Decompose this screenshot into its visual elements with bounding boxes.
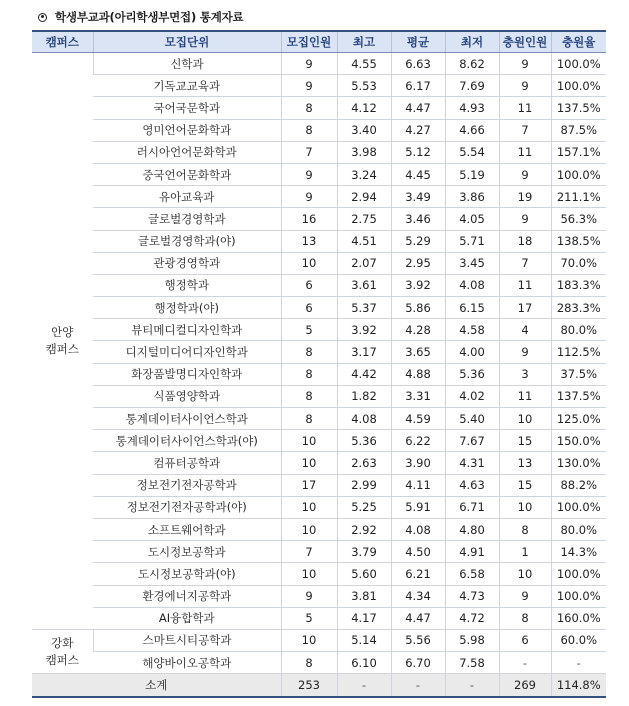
fill-rate-cell: 100.0% — [551, 163, 606, 185]
table-title-row — [38, 8, 243, 26]
fill-rate-cell: 130.0% — [551, 452, 606, 474]
min-cell: 5.54 — [445, 141, 499, 163]
unit-cell: 러시아언어문화학과 — [93, 141, 281, 163]
min-cell: 6.71 — [445, 496, 499, 518]
total-filled-cell: 269 — [499, 674, 551, 698]
unit-cell: 해양바이오공학과 — [93, 652, 281, 674]
quota-cell: 5 — [281, 607, 337, 629]
table-row — [32, 230, 606, 252]
filled-cell: 15 — [499, 430, 551, 452]
unit-cell: 관광경영학과 — [93, 252, 281, 274]
quota-cell: 8 — [281, 119, 337, 141]
filled-cell: 11 — [499, 141, 551, 163]
unit-cell: 컴퓨터공학과 — [93, 452, 281, 474]
max-cell: 2.75 — [337, 208, 391, 230]
table-row — [32, 341, 606, 363]
avg-cell: 4.27 — [391, 119, 445, 141]
table-row — [32, 585, 606, 607]
campus-cell — [32, 629, 93, 673]
avg-cell: 6.17 — [391, 75, 445, 97]
max-cell: 2.07 — [337, 252, 391, 274]
quota-cell: 13 — [281, 230, 337, 252]
filled-cell: 6 — [499, 629, 551, 651]
campus-name-line1: 안양 — [51, 324, 74, 339]
table-row — [32, 363, 606, 385]
min-cell: 7.69 — [445, 75, 499, 97]
avg-cell: 4.88 — [391, 363, 445, 385]
fill-rate-cell: 80.0% — [551, 518, 606, 540]
fill-rate-cell: 150.0% — [551, 430, 606, 452]
filled-cell: 11 — [499, 385, 551, 407]
total-max-cell: - — [337, 674, 391, 698]
fill-rate-cell: 138.5% — [551, 230, 606, 252]
fill-rate-cell: 100.0% — [551, 496, 606, 518]
quota-cell: 10 — [281, 518, 337, 540]
max-cell: 3.24 — [337, 163, 391, 185]
unit-cell: AI융합학과 — [93, 607, 281, 629]
quota-cell: 10 — [281, 563, 337, 585]
filled-cell: 15 — [499, 474, 551, 496]
fill-rate-cell: 14.3% — [551, 541, 606, 563]
min-cell: 4.66 — [445, 119, 499, 141]
campus-name-line1: 강화 — [51, 635, 74, 650]
avg-cell: 3.65 — [391, 341, 445, 363]
fill-rate-cell: 137.5% — [551, 385, 606, 407]
max-cell: 3.79 — [337, 541, 391, 563]
table-row — [32, 452, 606, 474]
min-cell: 4.73 — [445, 585, 499, 607]
quota-cell: 7 — [281, 541, 337, 563]
total-avg-cell: - — [391, 674, 445, 698]
avg-cell: 4.47 — [391, 607, 445, 629]
fill-rate-cell: 88.2% — [551, 474, 606, 496]
table-row — [32, 274, 606, 296]
table-row — [32, 408, 606, 430]
table-row — [32, 319, 606, 341]
max-cell: 3.61 — [337, 274, 391, 296]
header-fill-rate: 충원율 — [551, 31, 606, 53]
table-row — [32, 75, 606, 97]
table-title: 학생부교과(아리학생부면접) 통계자료 — [55, 10, 244, 24]
min-cell: 3.86 — [445, 186, 499, 208]
avg-cell: 3.31 — [391, 385, 445, 407]
unit-cell: 유아교육과 — [93, 186, 281, 208]
fill-rate-cell: 60.0% — [551, 629, 606, 651]
filled-cell: 10 — [499, 408, 551, 430]
filled-cell: 13 — [499, 452, 551, 474]
fill-rate-cell: 211.1% — [551, 186, 606, 208]
max-cell: 3.17 — [337, 341, 391, 363]
max-cell: 2.99 — [337, 474, 391, 496]
max-cell: 3.92 — [337, 319, 391, 341]
unit-cell: 뷰티메디컬디자인학과 — [93, 319, 281, 341]
header-min: 최저 — [445, 31, 499, 53]
unit-cell: 영미언어문화학과 — [93, 119, 281, 141]
table-row — [32, 53, 606, 75]
max-cell: 5.53 — [337, 75, 391, 97]
max-cell: 4.08 — [337, 408, 391, 430]
filled-cell: 7 — [499, 119, 551, 141]
table-row — [32, 563, 606, 585]
avg-cell: 4.34 — [391, 585, 445, 607]
unit-cell: 도시정보공학과(야) — [93, 563, 281, 585]
table-row — [32, 541, 606, 563]
quota-cell: 8 — [281, 97, 337, 119]
table-row — [32, 474, 606, 496]
max-cell: 5.36 — [337, 430, 391, 452]
filled-cell: 3 — [499, 363, 551, 385]
fill-rate-cell: 80.0% — [551, 319, 606, 341]
max-cell: 4.51 — [337, 230, 391, 252]
total-quota-cell: 253 — [281, 674, 337, 698]
fill-rate-cell: 283.3% — [551, 297, 606, 319]
header-avg: 평균 — [391, 31, 445, 53]
total-fill-rate-cell: 114.8% — [551, 674, 606, 698]
unit-cell: 중국언어문화학과 — [93, 163, 281, 185]
table-row — [32, 186, 606, 208]
fill-rate-cell: 137.5% — [551, 97, 606, 119]
avg-cell: 2.95 — [391, 252, 445, 274]
quota-cell: 9 — [281, 585, 337, 607]
table-row — [32, 97, 606, 119]
quota-cell: 17 — [281, 474, 337, 496]
total-label: 소계 — [32, 674, 281, 698]
avg-cell: 5.29 — [391, 230, 445, 252]
min-cell: 5.98 — [445, 629, 499, 651]
max-cell: 5.25 — [337, 496, 391, 518]
table-row — [32, 385, 606, 407]
avg-cell: 6.63 — [391, 53, 445, 75]
filled-cell: 7 — [499, 252, 551, 274]
max-cell: 1.82 — [337, 385, 391, 407]
min-cell: 5.40 — [445, 408, 499, 430]
min-cell: 4.93 — [445, 97, 499, 119]
fill-rate-cell: 87.5% — [551, 119, 606, 141]
avg-cell: 4.08 — [391, 518, 445, 540]
quota-cell: 8 — [281, 408, 337, 430]
avg-cell: 4.59 — [391, 408, 445, 430]
min-cell: 4.05 — [445, 208, 499, 230]
max-cell: 3.81 — [337, 585, 391, 607]
unit-cell: 글로벌경영학과(야) — [93, 230, 281, 252]
min-cell: 6.15 — [445, 297, 499, 319]
campus-cell — [32, 53, 93, 630]
fill-rate-cell: 37.5% — [551, 363, 606, 385]
filled-cell: 11 — [499, 97, 551, 119]
fill-rate-cell: 112.5% — [551, 341, 606, 363]
circle-bullet-icon — [38, 13, 47, 22]
filled-cell: 18 — [499, 230, 551, 252]
table-header-row — [32, 31, 606, 53]
unit-cell: 행정학과(야) — [93, 297, 281, 319]
avg-cell: 6.21 — [391, 563, 445, 585]
table-row — [32, 297, 606, 319]
fill-rate-cell: - — [551, 652, 606, 674]
quota-cell: 10 — [281, 252, 337, 274]
avg-cell: 4.45 — [391, 163, 445, 185]
table-row — [32, 607, 606, 629]
min-cell: 6.58 — [445, 563, 499, 585]
avg-cell: 6.70 — [391, 652, 445, 674]
unit-cell: 정보전기전자공학과 — [93, 474, 281, 496]
quota-cell: 9 — [281, 186, 337, 208]
max-cell: 4.55 — [337, 53, 391, 75]
table-row — [32, 252, 606, 274]
avg-cell: 5.91 — [391, 496, 445, 518]
avg-cell: 3.90 — [391, 452, 445, 474]
max-cell: 2.63 — [337, 452, 391, 474]
unit-cell: 환경에너지공학과 — [93, 585, 281, 607]
filled-cell: 10 — [499, 496, 551, 518]
header-unit: 모집단위 — [93, 31, 281, 53]
statistics-table — [32, 30, 606, 698]
filled-cell: 10 — [499, 563, 551, 585]
max-cell: 6.10 — [337, 652, 391, 674]
min-cell: 4.31 — [445, 452, 499, 474]
quota-cell: 10 — [281, 430, 337, 452]
min-cell: 4.80 — [445, 518, 499, 540]
fill-rate-cell: 183.3% — [551, 274, 606, 296]
unit-cell: 통계데이터사이언스학과(야) — [93, 430, 281, 452]
filled-cell: 9 — [499, 341, 551, 363]
quota-cell: 8 — [281, 652, 337, 674]
table-row — [32, 518, 606, 540]
min-cell: 8.62 — [445, 53, 499, 75]
filled-cell: 19 — [499, 186, 551, 208]
filled-cell: 9 — [499, 208, 551, 230]
table-row — [32, 652, 606, 674]
avg-cell: 5.56 — [391, 629, 445, 651]
quota-cell: 9 — [281, 163, 337, 185]
avg-cell: 5.12 — [391, 141, 445, 163]
avg-cell: 3.92 — [391, 274, 445, 296]
min-cell: 5.71 — [445, 230, 499, 252]
fill-rate-cell: 100.0% — [551, 53, 606, 75]
filled-cell: 17 — [499, 297, 551, 319]
unit-cell: 기독교교육과 — [93, 75, 281, 97]
unit-cell: 디지털미디어디자인학과 — [93, 341, 281, 363]
table-row — [32, 496, 606, 518]
fill-rate-cell: 70.0% — [551, 252, 606, 274]
max-cell: 5.14 — [337, 629, 391, 651]
fill-rate-cell: 56.3% — [551, 208, 606, 230]
filled-cell: 9 — [499, 585, 551, 607]
fill-rate-cell: 100.0% — [551, 585, 606, 607]
avg-cell: 4.50 — [391, 541, 445, 563]
header-campus: 캠퍼스 — [32, 31, 93, 53]
unit-cell: 소프트웨어학과 — [93, 518, 281, 540]
min-cell: 4.00 — [445, 341, 499, 363]
total-row — [32, 674, 606, 698]
filled-cell: 9 — [499, 53, 551, 75]
min-cell: 4.58 — [445, 319, 499, 341]
avg-cell: 4.47 — [391, 97, 445, 119]
unit-cell: 식품영양학과 — [93, 385, 281, 407]
avg-cell: 5.86 — [391, 297, 445, 319]
quota-cell: 16 — [281, 208, 337, 230]
unit-cell: 통계데이터사이언스학과 — [93, 408, 281, 430]
fill-rate-cell: 125.0% — [551, 408, 606, 430]
unit-cell: 국어국문학과 — [93, 97, 281, 119]
total-min-cell: - — [445, 674, 499, 698]
table-row — [32, 430, 606, 452]
max-cell: 3.98 — [337, 141, 391, 163]
unit-cell: 도시정보공학과 — [93, 541, 281, 563]
filled-cell: 9 — [499, 75, 551, 97]
quota-cell: 9 — [281, 75, 337, 97]
table-row — [32, 119, 606, 141]
header-max: 최고 — [337, 31, 391, 53]
unit-cell: 글로벌경영학과 — [93, 208, 281, 230]
min-cell: 4.08 — [445, 274, 499, 296]
max-cell: 4.12 — [337, 97, 391, 119]
filled-cell: 1 — [499, 541, 551, 563]
fill-rate-cell: 160.0% — [551, 607, 606, 629]
avg-cell: 6.22 — [391, 430, 445, 452]
quota-cell: 8 — [281, 385, 337, 407]
quota-cell: 10 — [281, 496, 337, 518]
fill-rate-cell: 157.1% — [551, 141, 606, 163]
max-cell: 3.40 — [337, 119, 391, 141]
quota-cell: 10 — [281, 452, 337, 474]
header-filled: 충원인원 — [499, 31, 551, 53]
header-quota: 모집인원 — [281, 31, 337, 53]
campus-name-line2: 캠퍼스 — [45, 652, 79, 667]
unit-cell: 스마트시티공학과 — [93, 629, 281, 651]
max-cell: 4.42 — [337, 363, 391, 385]
filled-cell: - — [499, 652, 551, 674]
min-cell: 4.91 — [445, 541, 499, 563]
table-row — [32, 629, 606, 651]
unit-cell: 신학과 — [93, 53, 281, 75]
quota-cell: 7 — [281, 141, 337, 163]
min-cell: 7.58 — [445, 652, 499, 674]
quota-cell: 8 — [281, 341, 337, 363]
table-row — [32, 163, 606, 185]
min-cell: 4.02 — [445, 385, 499, 407]
unit-cell: 정보전기전자공학과(야) — [93, 496, 281, 518]
quota-cell: 10 — [281, 629, 337, 651]
max-cell: 5.37 — [337, 297, 391, 319]
quota-cell: 5 — [281, 319, 337, 341]
quota-cell: 8 — [281, 363, 337, 385]
max-cell: 5.60 — [337, 563, 391, 585]
table-row — [32, 208, 606, 230]
campus-name-line2: 캠퍼스 — [45, 341, 79, 356]
filled-cell: 8 — [499, 607, 551, 629]
min-cell: 5.36 — [445, 363, 499, 385]
max-cell: 2.92 — [337, 518, 391, 540]
unit-cell: 화장품발명디자인학과 — [93, 363, 281, 385]
table-row — [32, 141, 606, 163]
min-cell: 5.19 — [445, 163, 499, 185]
filled-cell: 9 — [499, 163, 551, 185]
min-cell: 4.63 — [445, 474, 499, 496]
fill-rate-cell: 100.0% — [551, 75, 606, 97]
quota-cell: 6 — [281, 274, 337, 296]
quota-cell: 9 — [281, 53, 337, 75]
unit-cell: 행정학과 — [93, 274, 281, 296]
avg-cell: 3.49 — [391, 186, 445, 208]
avg-cell: 4.28 — [391, 319, 445, 341]
min-cell: 3.45 — [445, 252, 499, 274]
max-cell: 2.94 — [337, 186, 391, 208]
quota-cell: 6 — [281, 297, 337, 319]
min-cell: 4.72 — [445, 607, 499, 629]
filled-cell: 4 — [499, 319, 551, 341]
filled-cell: 11 — [499, 274, 551, 296]
avg-cell: 4.11 — [391, 474, 445, 496]
filled-cell: 8 — [499, 518, 551, 540]
avg-cell: 3.46 — [391, 208, 445, 230]
max-cell: 4.17 — [337, 607, 391, 629]
fill-rate-cell: 100.0% — [551, 563, 606, 585]
min-cell: 7.67 — [445, 430, 499, 452]
